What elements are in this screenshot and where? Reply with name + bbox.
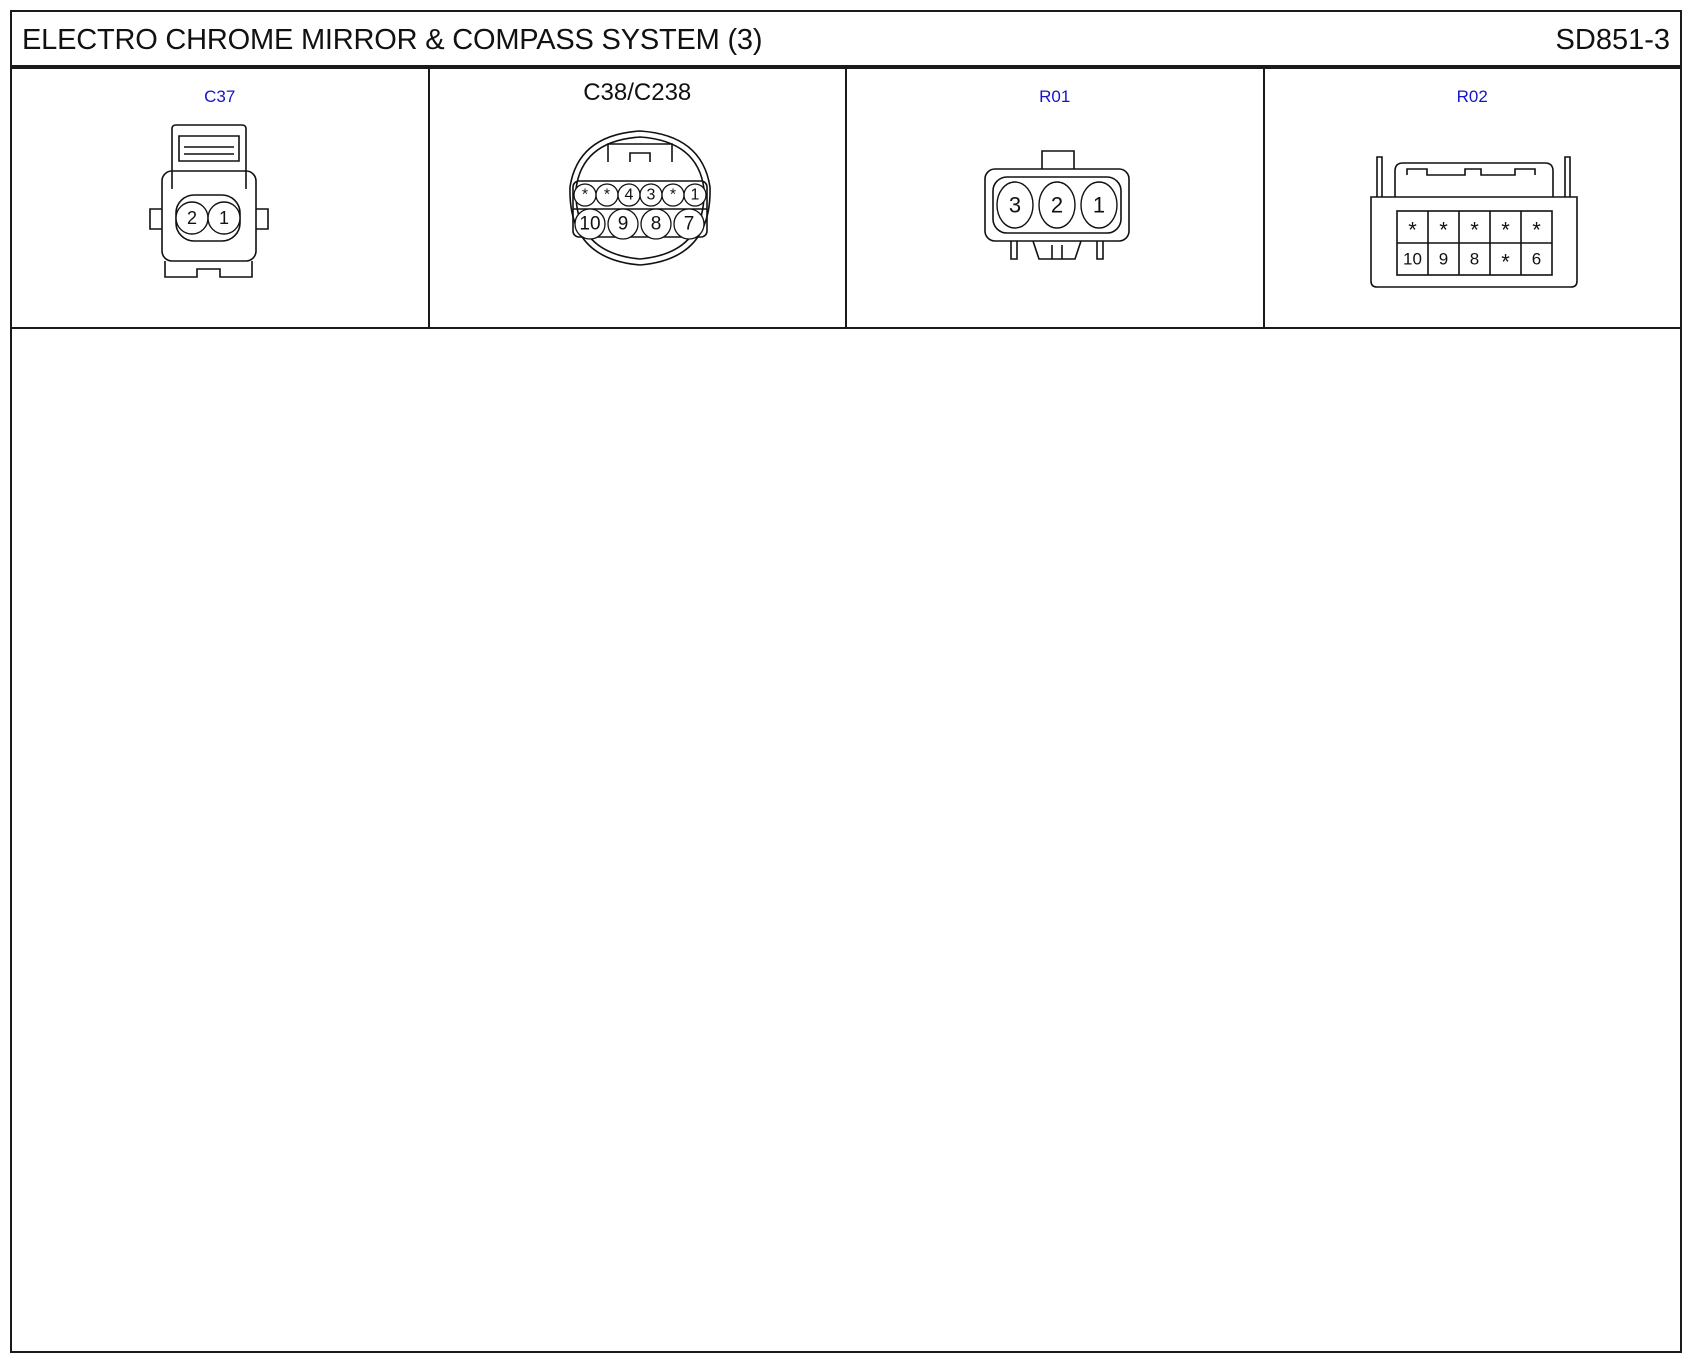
r01-pin-1: 1 [1092, 192, 1106, 218]
r02-pin-top-4: * [1500, 217, 1510, 243]
r02-pin-bottom-5: 6 [1531, 249, 1541, 269]
c38-pin-bottom-1: 10 [578, 213, 601, 235]
page-code: SD851-3 [1555, 24, 1670, 56]
connector-c38-cell [430, 69, 848, 327]
diagram-frame [10, 10, 1682, 1353]
c38-pin-top-1: * [581, 186, 588, 204]
r01-pin-2: 2 [1050, 192, 1064, 218]
connector-row [12, 69, 1680, 329]
c38-pin-top-4: 3 [646, 186, 655, 204]
c38-pin-top-6: 1 [690, 186, 699, 204]
c38-pin-top-2: * [603, 186, 610, 204]
r01-pin-3: 3 [1008, 192, 1022, 218]
c38-pin-bottom-4: 7 [683, 213, 694, 235]
r02-pin-bottom-1: 10 [1402, 249, 1422, 269]
r02-pin-top-2: * [1438, 217, 1448, 243]
r02-pin-top-5: * [1531, 217, 1541, 243]
r02-pin-top-1: * [1407, 217, 1417, 243]
connector-r01-cell [847, 69, 1265, 327]
c38-pin-bottom-3: 8 [650, 213, 661, 235]
empty-diagram-area [12, 329, 1680, 1351]
connector-r01-drawing [847, 69, 1265, 327]
c37-pin-1-label: 1 [218, 208, 230, 228]
connector-c37-cell [12, 69, 430, 327]
c38-pin-top-5: * [669, 186, 676, 204]
r02-pin-bottom-3: 8 [1469, 249, 1479, 269]
connector-c38-drawing [430, 69, 848, 327]
connector-c37-drawing [12, 69, 430, 327]
r02-pin-top-3: * [1469, 217, 1479, 243]
connector-c37-label: C37 [204, 87, 236, 106]
connector-r02-cell [1265, 69, 1681, 327]
c38-pin-bottom-2: 9 [617, 213, 628, 235]
header-bar [12, 12, 1680, 69]
connector-r02-label: R02 [1456, 87, 1488, 106]
r02-pin-bottom-4: * [1500, 249, 1510, 275]
page-title: ELECTRO CHROME MIRROR & COMPASS SYSTEM (3) [22, 24, 763, 56]
connector-c38-label: C38/C238 [583, 79, 692, 106]
r02-pin-bottom-2: 9 [1438, 249, 1448, 269]
c38-pin-top-3: 4 [624, 186, 633, 204]
c37-pin-2-label: 2 [186, 208, 198, 228]
connector-r02-drawing [1265, 69, 1683, 327]
connector-r01-label: R01 [1039, 87, 1071, 106]
